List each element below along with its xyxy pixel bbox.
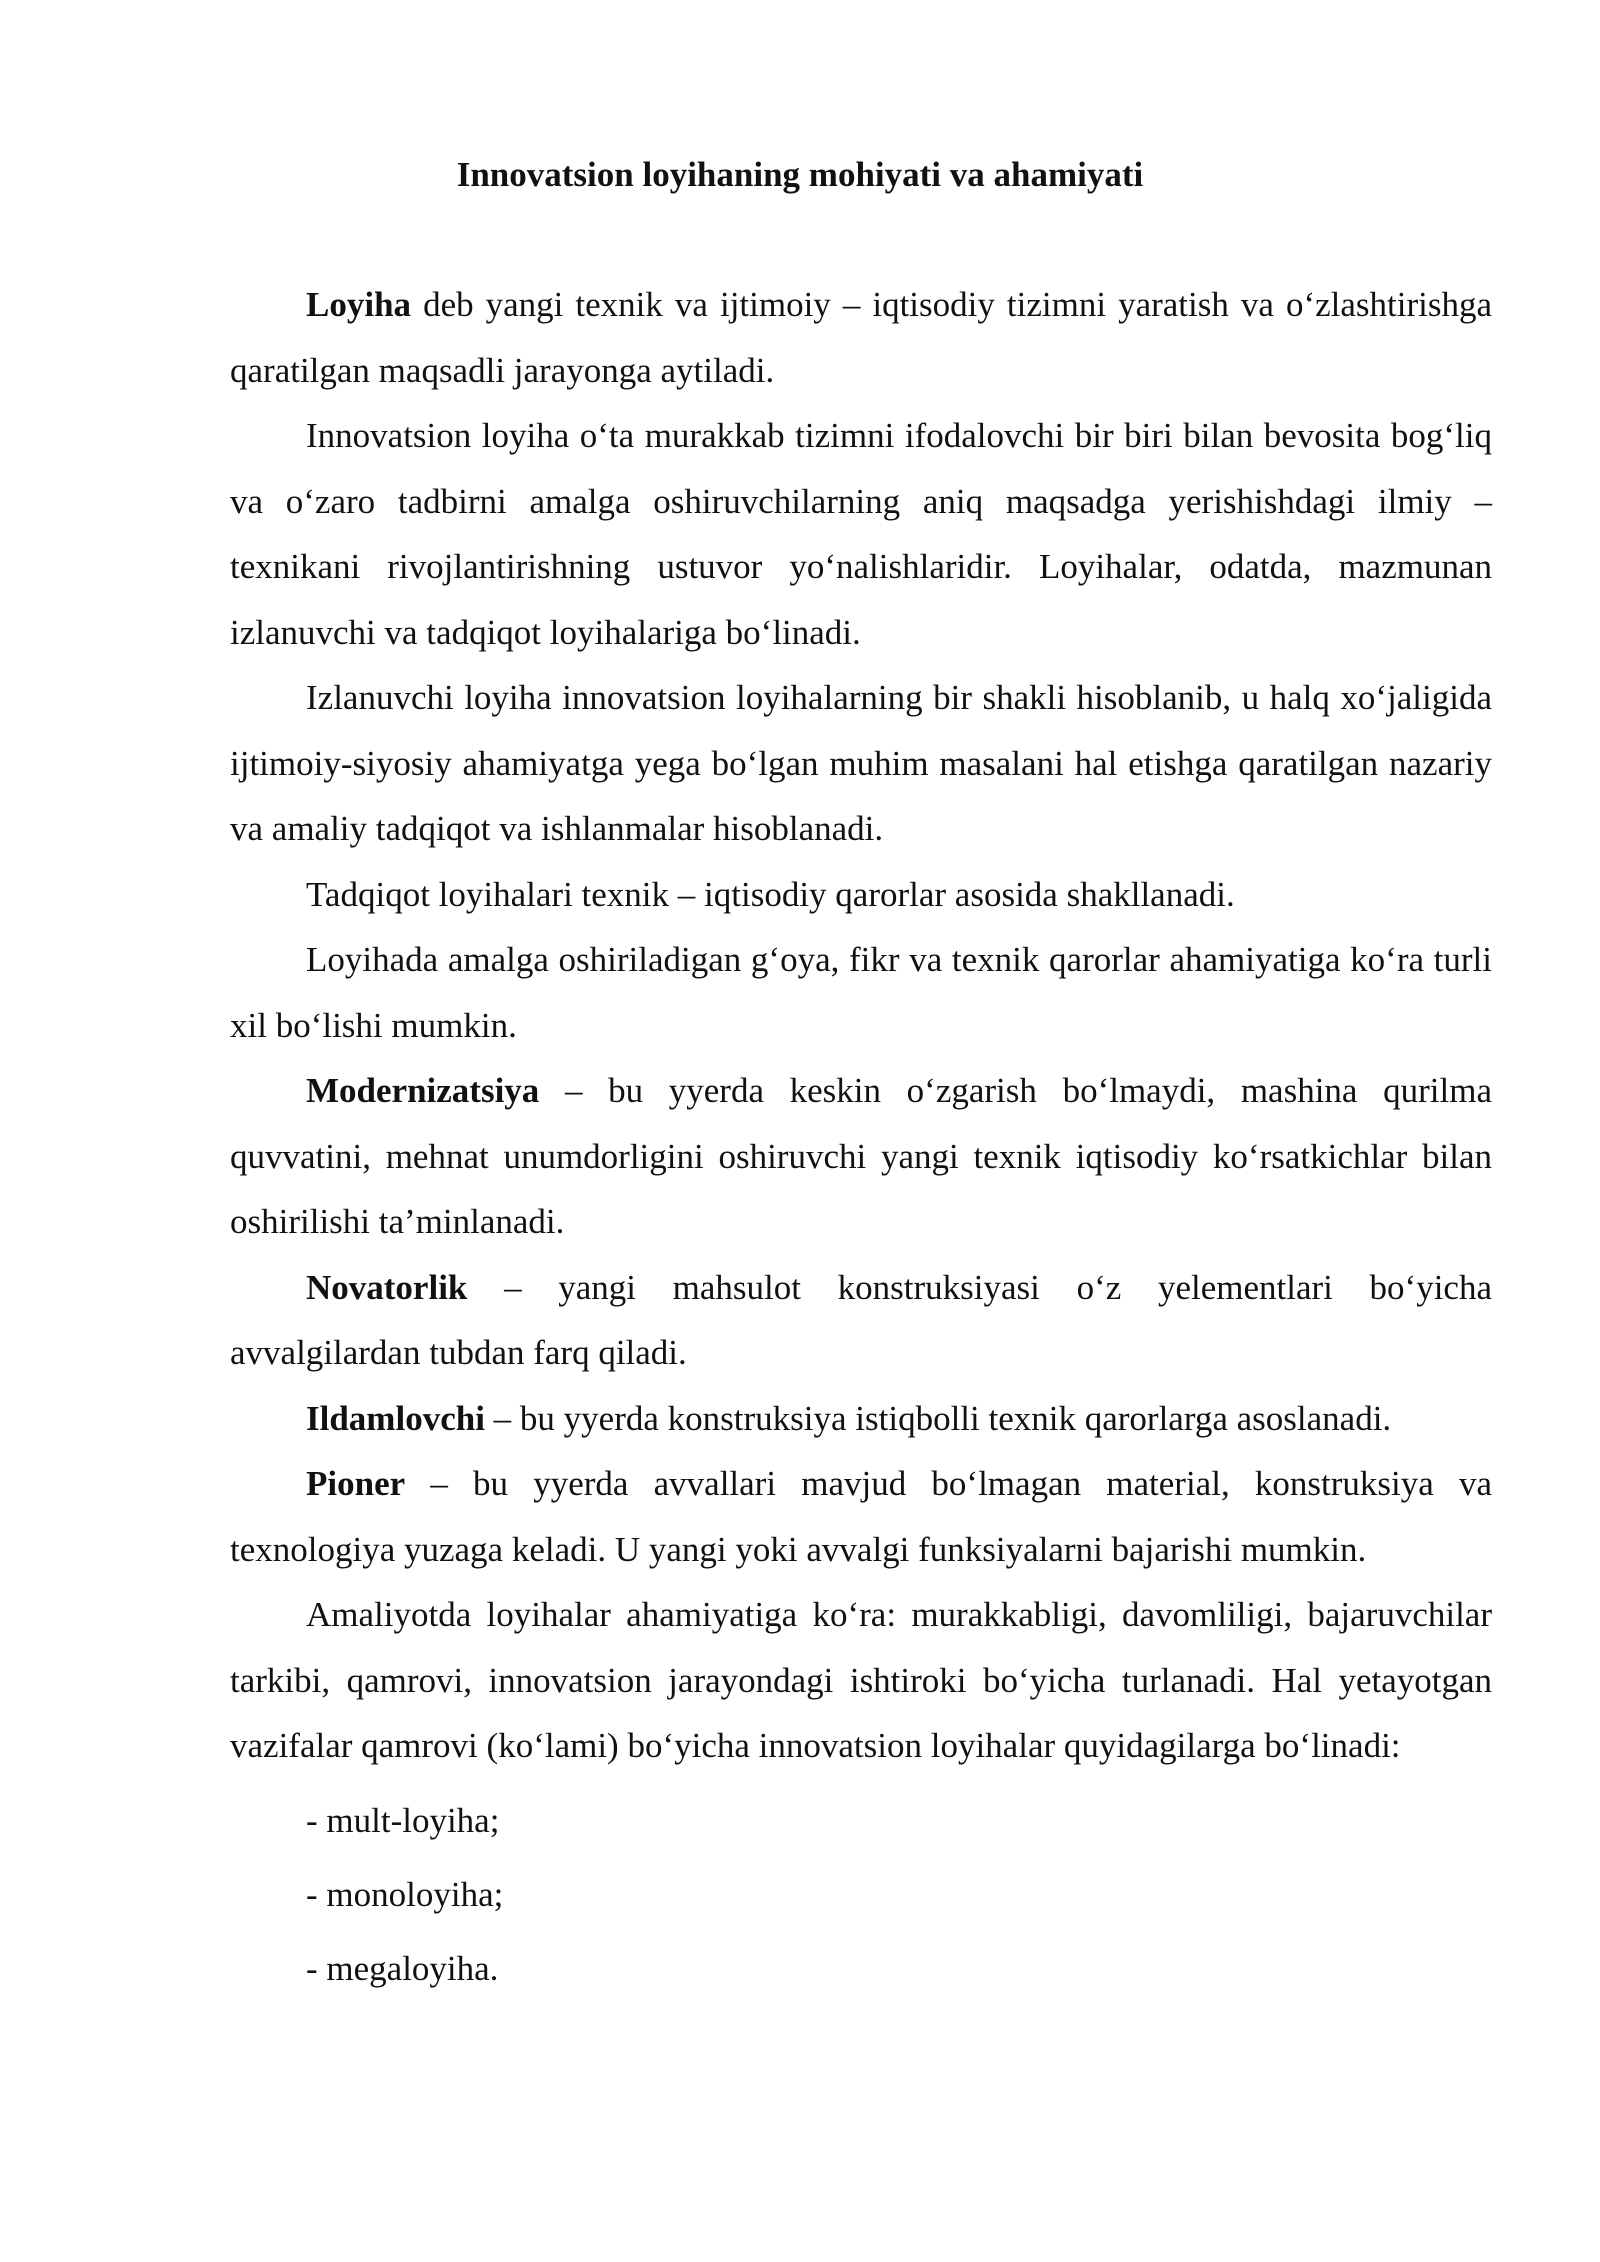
document-body (230, 272, 1492, 2011)
term-modernizatsiya: Modernizatsiya (306, 1071, 540, 1110)
list-item: - megaloyiha. (306, 1948, 499, 1988)
paragraph-text: deb yangi texnik va ijtimoiy – iqtisodiy tizimni yaratish va o‘zlashtirishga qaratilgan maqsadli jarayonga aytiladi. (230, 285, 1492, 390)
paragraph-text: – bu yyerda avvallari mavjud bo‘lmagan material, konstruksiya va texnologiya yuzaga keladi. U yangi yoki avvalgi funksiyalarni bajarishi mumkin. (230, 1464, 1492, 1569)
paragraph-modernizatsiya (230, 1058, 1492, 1255)
list-item: - monoloyiha; (306, 1874, 504, 1914)
term-novatorlik: Novatorlik (306, 1267, 468, 1307)
paragraph-text: Tadqiqot loyihalari texnik – iqtisodiy qarorlar asosida shakllanadi. (306, 874, 1235, 914)
term-loyiha: Loyiha (306, 285, 412, 324)
paragraph-pioner (230, 1451, 1492, 1582)
paragraph-innovatsion-loyiha (230, 403, 1492, 665)
paragraph-loyiha (230, 272, 1492, 403)
term-pioner: Pioner (306, 1464, 406, 1503)
list-item: - mult-loyiha; (306, 1800, 500, 1840)
paragraph-loyihada (230, 927, 1492, 1058)
paragraph-izlanuvchi-loyiha (230, 665, 1492, 862)
document-title: Innovatsion loyihaning mohiyati va ahamiyati (456, 155, 1144, 194)
paragraph-text: – yangi mahsulot konstruksiyasi o‘z yelementlari bo‘yicha avvalgilardan tubdan farq qiladi. (230, 1267, 1492, 1372)
paragraph-ildamlovchi (230, 1386, 1492, 1452)
paragraph-text: Amaliyotda loyihalar ahamiyatiga ko‘ra: murakkabligi, davomliligi, bajaruvchilar tarkibi, qamrovi, innovatsion jarayondagi ishtiroki bo‘yicha turlanadi. Hal yetayotgan vazifalar qamrovi (ko‘lami) bo‘yicha innovatsion loyihalar quyidagilarga bo‘linadi: (230, 1595, 1492, 1765)
paragraph-text: – bu yyerda keskin o‘zgarish bo‘lmaydi, mashina qurilma quvvatini, mehnat unumdorligini oshiruvchi yangi texnik iqtisodiy ko‘rsatkichlar bilan oshirilishi ta’minlanadi. (230, 1071, 1492, 1241)
paragraph-text: Loyihada amalga oshiriladigan g‘oya, fikr va texnik qarorlar ahamiyatiga ko‘ra turli xil bo‘lishi mumkin. (230, 940, 1492, 1045)
paragraph-text: Izlanuvchi loyiha innovatsion loyihalarning bir shakli hisoblanib, u halq xo‘jaligida ijtimoiy-siyosiy ahamiyatga yega bo‘lgan muhim masalani hal etishga qaratilgan nazariy va amaliy tadqiqot va ishlanmalar hisoblanadi. (230, 678, 1492, 848)
paragraph-amaliyotda (230, 1582, 1492, 1779)
paragraph-text: – bu yyerda konstruksiya istiqbolli texnik qarorlarga asoslanadi. (484, 1398, 1392, 1438)
paragraph-novatorlik (230, 1255, 1492, 1386)
term-ildamlovchi: Ildamlovchi (306, 1398, 485, 1438)
paragraph-text: Innovatsion loyiha o‘ta murakkab tizimni ifodalovchi bir biri bilan bevosita bog‘liq va o‘zaro tadbirni amalga oshiruvchilarning aniq maqsadga yerishishdagi ilmiy – texnikani rivojlantirishning ustuvor yo‘nalishlaridir. Loyihalar, odatda, mazmunan izlanuvchi va tadqiqot loyihalariga bo‘linadi. (230, 416, 1492, 652)
paragraph-tadqiqot-loyihalari (230, 862, 1492, 928)
project-types-list (230, 1789, 1492, 2001)
